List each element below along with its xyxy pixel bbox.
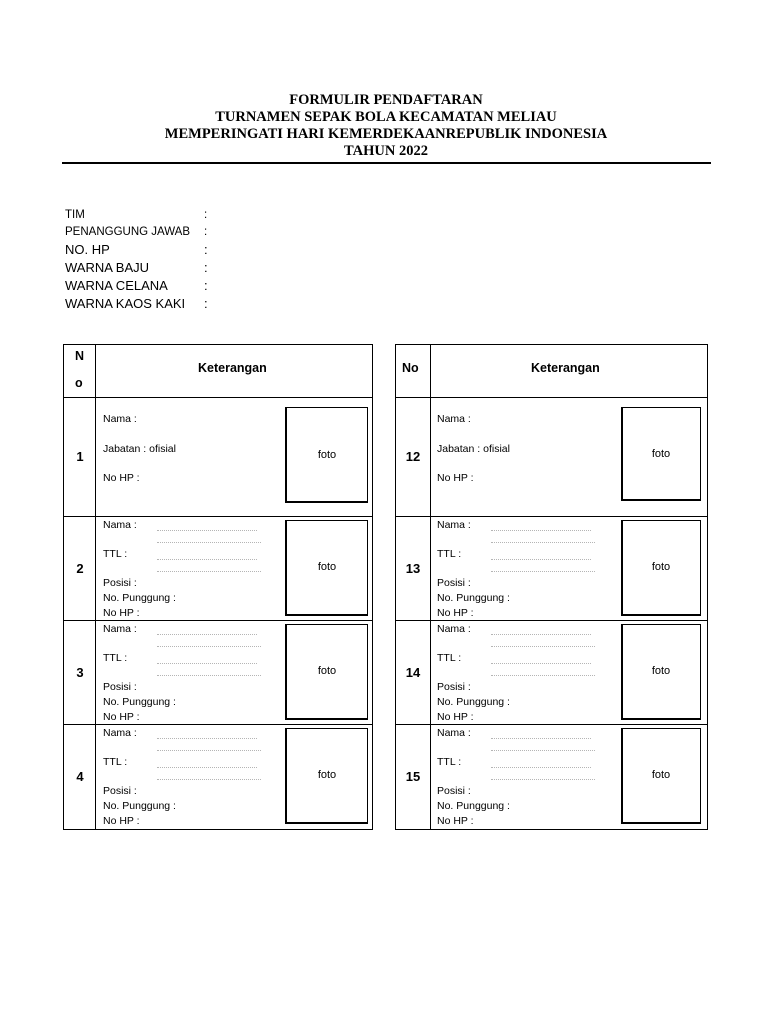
field-no-hp: No HP : <box>103 607 140 619</box>
dotted-line <box>491 634 591 635</box>
field-no-hp: No HP : <box>103 711 140 723</box>
field-no-punggung: No. Punggung : <box>437 592 510 604</box>
dotted-line <box>491 646 595 647</box>
field-nama: Nama : <box>437 623 471 635</box>
field-ttl: TTL : <box>103 652 128 664</box>
header-keterangan: Keterangan <box>531 361 600 375</box>
info-label: WARNA CELANA <box>65 278 168 293</box>
field-no-punggung: No. Punggung : <box>103 800 176 812</box>
foto-label: foto <box>317 665 337 677</box>
row-number: 14 <box>405 665 421 680</box>
dotted-line <box>157 663 257 664</box>
dotted-line <box>157 571 261 572</box>
info-label: WARNA KAOS KAKI <box>65 296 186 311</box>
dotted-line <box>491 767 591 768</box>
field-no-hp: No HP : <box>103 472 140 484</box>
dotted-line <box>491 779 595 780</box>
dotted-line <box>157 634 257 635</box>
foto-label: foto <box>317 449 337 461</box>
dotted-line <box>157 767 257 768</box>
player-table-right <box>395 344 708 830</box>
field-nama: Nama : <box>437 413 471 425</box>
dotted-line <box>491 663 591 664</box>
info-colon: : <box>204 278 208 293</box>
row-number: 15 <box>405 769 421 784</box>
player-table-left <box>63 344 373 830</box>
info-colon: : <box>204 260 208 275</box>
info-colon: : <box>204 226 208 238</box>
field-no-punggung: No. Punggung : <box>103 592 176 604</box>
field-nama: Nama : <box>103 413 137 425</box>
field-nama: Nama : <box>437 519 471 531</box>
field-posisi: Posisi : <box>437 577 471 589</box>
dotted-line <box>157 779 261 780</box>
field-ttl: TTL : <box>103 756 128 768</box>
tournament-name: TURNAMEN SEPAK BOLA KECAMATAN MELIAU <box>215 109 557 125</box>
field-no-hp: No HP : <box>437 711 474 723</box>
foto-label: foto <box>651 448 671 460</box>
field-posisi: Posisi : <box>103 785 137 797</box>
dotted-line <box>157 750 261 751</box>
dotted-line <box>157 738 257 739</box>
header-no-bottom: o <box>75 376 83 390</box>
field-nama: Nama : <box>103 727 137 739</box>
dotted-line <box>157 559 257 560</box>
field-no-hp: No HP : <box>437 607 474 619</box>
dotted-line <box>491 750 595 751</box>
field-ttl: TTL : <box>437 756 462 768</box>
dotted-line <box>157 646 261 647</box>
field-ttl: TTL : <box>103 548 128 560</box>
info-colon: : <box>204 209 208 221</box>
foto-label: foto <box>317 561 337 573</box>
field-nama: Nama : <box>103 623 137 635</box>
info-label: TIM <box>65 209 85 221</box>
foto-label: foto <box>651 561 671 573</box>
header-no-top: N <box>75 349 85 363</box>
dotted-line <box>157 530 257 531</box>
field-jabatan: Jabatan : ofisial <box>103 443 176 455</box>
foto-label: foto <box>651 665 671 677</box>
foto-label: foto <box>651 769 671 781</box>
row-number: 2 <box>76 561 84 576</box>
header-no: No <box>402 361 419 375</box>
field-no-hp: No HP : <box>437 472 474 484</box>
field-no-punggung: No. Punggung : <box>437 696 510 708</box>
row-number: 4 <box>76 769 84 784</box>
form-title: FORMULIR PENDAFTARAN <box>289 92 483 108</box>
occasion-line: MEMPERINGATI HARI KEMERDEKAANREPUBLIK INDONESIA <box>164 126 608 142</box>
info-label: NO. HP <box>65 242 110 257</box>
field-ttl: TTL : <box>437 548 462 560</box>
field-posisi: Posisi : <box>437 681 471 693</box>
row-number: 1 <box>76 449 84 464</box>
field-no-hp: No HP : <box>103 815 140 827</box>
header-divider <box>62 162 711 164</box>
field-no-hp: No HP : <box>437 815 474 827</box>
dotted-line <box>491 571 595 572</box>
row-number: 13 <box>405 561 421 576</box>
form-header <box>62 92 710 160</box>
year-line: TAHUN 2022 <box>344 143 428 159</box>
dotted-line <box>157 542 261 543</box>
dotted-line <box>491 559 591 560</box>
foto-label: foto <box>317 769 337 781</box>
dotted-line <box>491 542 595 543</box>
info-label: WARNA BAJU <box>65 260 150 275</box>
dotted-line <box>491 738 591 739</box>
field-posisi: Posisi : <box>437 785 471 797</box>
dotted-line <box>491 530 591 531</box>
info-colon: : <box>204 242 208 257</box>
info-label: PENANGGUNG JAWAB <box>65 226 191 238</box>
header-keterangan: Keterangan <box>198 361 267 375</box>
field-posisi: Posisi : <box>103 681 137 693</box>
row-number: 3 <box>76 665 84 680</box>
dotted-line <box>491 675 595 676</box>
dotted-line <box>157 675 261 676</box>
field-no-punggung: No. Punggung : <box>103 696 176 708</box>
field-posisi: Posisi : <box>103 577 137 589</box>
field-ttl: TTL : <box>437 652 462 664</box>
row-number: 12 <box>405 449 421 464</box>
field-nama: Nama : <box>103 519 137 531</box>
field-jabatan: Jabatan : ofisial <box>437 443 510 455</box>
field-nama: Nama : <box>437 727 471 739</box>
field-no-punggung: No. Punggung : <box>437 800 510 812</box>
info-colon: : <box>204 296 208 311</box>
